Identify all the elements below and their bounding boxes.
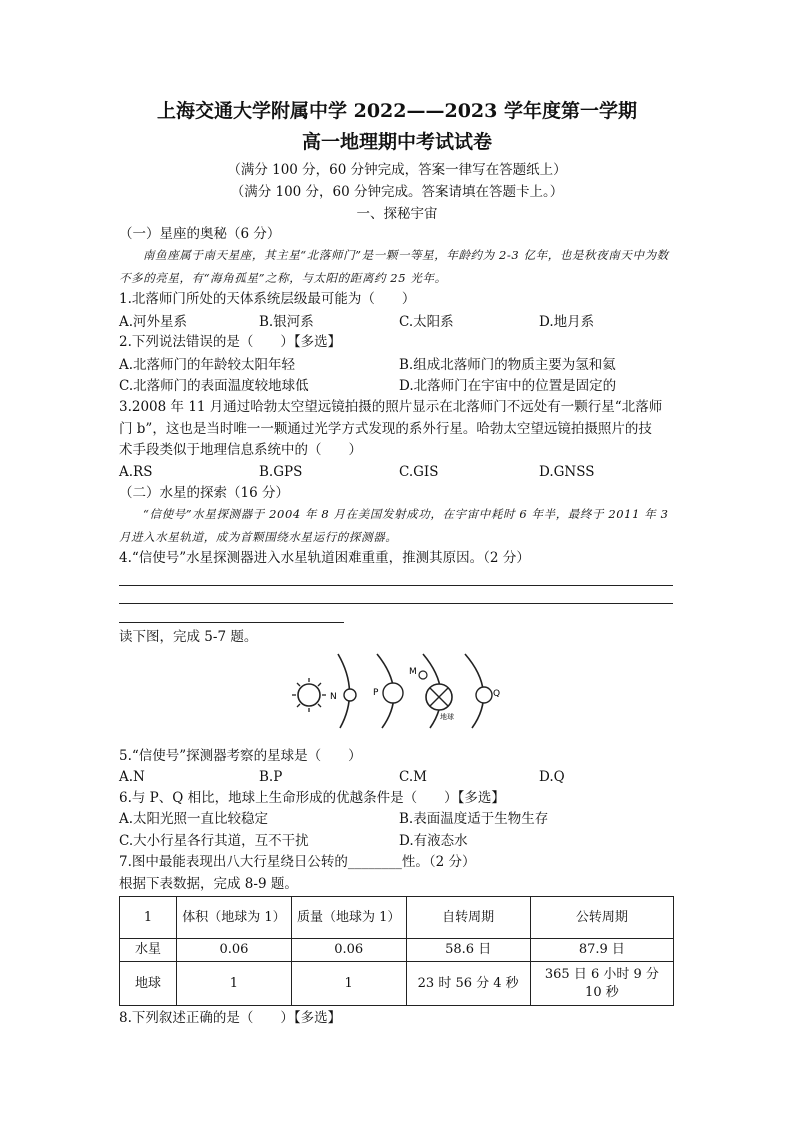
planet-n: [330, 689, 356, 702]
q1-option-b: B.银河系: [259, 314, 314, 330]
q2-option-a: A.北落师门的年龄较太阳年轻: [119, 357, 296, 373]
q1-option-a: A.河外星系: [119, 314, 188, 330]
table-header-cell: 体积（地球为 1）: [177, 897, 292, 939]
answer-line-2: [119, 603, 673, 604]
table-intro: 根据下表数据，完成 8-9 题。: [119, 876, 298, 892]
q2-stem: 2.下列说法错误的是（ ）【多选】: [119, 334, 342, 350]
q6-stem: 6.与 P、Q 相比，地球上生命形成的优越条件是（ ）【多选】: [119, 790, 505, 806]
table-cell: 1: [177, 962, 292, 1006]
part2-passage: “信使号”水星探测器于 2004 年 8 月在美国发射成功，在宇宙中耗时 6 年半，最终于 2011 年 3 月进入水星轨道，成为首颗围绕水星运行的探测器。: [119, 507, 669, 544]
q5-option-a: A.N: [119, 769, 145, 785]
table-cell: 1: [291, 962, 406, 1006]
q5-option-c: C.M: [399, 769, 427, 785]
q5-stem: 5.“信使号”探测器考察的星球是（ ）: [119, 748, 362, 764]
q6-option-c: C.大小行星各行其道，互不干扰: [119, 833, 309, 849]
table-row: [120, 962, 674, 1006]
q6-option-a: A.太阳光照一直比较稳定: [119, 811, 269, 827]
answer-line-1: [119, 585, 673, 586]
q2-option-d: D.北落师门在宇宙中的位置是固定的: [399, 378, 617, 394]
q3-option-c: C.GIS: [399, 464, 439, 480]
table-row: [120, 939, 674, 962]
svg-text:地球: 地球: [440, 713, 454, 721]
table-cell: 87.9 日: [530, 939, 673, 962]
table-cell: 23 时 56 分 4 秒: [406, 962, 530, 1006]
q2-option-c: C.北落师门的表面温度较地球低: [119, 378, 309, 394]
sun-icon: [292, 678, 326, 712]
answer-line-3: [119, 622, 344, 623]
table-cell: 365 日 6 小时 9 分 10 秒: [530, 962, 673, 1006]
svg-text:P: P: [373, 688, 379, 698]
q3-option-b: B.GPS: [259, 464, 303, 480]
table-cell: 水星: [120, 939, 177, 962]
table-header-cell: 公转周期: [530, 897, 673, 939]
q4-stem: 4.“信使号”水星探测器进入水星轨道困难重重，推测其原因。（2 分）: [119, 550, 530, 566]
q5-option-b: B.P: [259, 769, 283, 785]
q3-line-1: 3.2008 年 11 月通过哈勃太空望远镜拍摄的照片显示在北落师门不远处有一颗行星“北落师: [119, 399, 663, 415]
table-cell: 0.06: [177, 939, 292, 962]
table-header-cell: 自转周期: [406, 897, 530, 939]
table-header-cell: 质量（地球为 1）: [291, 897, 406, 939]
q3-option-d: D.GNSS: [539, 464, 595, 480]
q7-stem: 7.图中最能表现出八大行星绕日公转的________性。（2 分）: [119, 854, 476, 870]
q5-option-d: D.Q: [539, 769, 565, 785]
q1-option-c: C.太阳系: [399, 314, 454, 330]
q8-stem: 8.下列叙述正确的是（ ）【多选】: [119, 1010, 342, 1026]
table-cell: 0.06: [291, 939, 406, 962]
planet-q: [476, 687, 500, 703]
figure-intro: 读下图，完成 5-7 题。: [119, 629, 258, 645]
planet-p: [373, 683, 403, 703]
table-cell: 地球: [120, 962, 177, 1006]
q1-stem: 1.北落师门所处的天体系统层级最可能为（ ）: [119, 291, 416, 307]
table-header-row: [120, 897, 674, 939]
svg-text:N: N: [330, 692, 337, 702]
part1-passage: 南鱼座属于南天星座，其主星“北落师门”是一颗一等星，年龄约为 2-3 亿年，也是秋夜南天中为数不多的亮星，有“海角孤星”之称，与太阳的距离约 25 光年。: [119, 248, 669, 285]
exam-subtitle: 高一地理期中考试试卷: [301, 131, 492, 153]
q3-line-2: 门 b”，这也是当时唯一一颗通过光学方式发现的系外行星。哈勃太空望远镜拍摄照片的技: [119, 421, 652, 437]
exam-note-1: （满分 100 分，60 分钟完成，答案一律写在答题纸上）: [227, 162, 567, 178]
q3-option-a: A.RS: [119, 464, 153, 480]
part1-heading: （一）星座的奥秘（6 分）: [119, 226, 281, 242]
exam-title: 上海交通大学附属中学 2022——2023 学年度第一学期: [157, 100, 637, 122]
solar-system-figure: [280, 650, 520, 730]
part2-heading: （二）水星的探索（16 分）: [119, 485, 289, 501]
planet-data-table: [119, 896, 674, 1006]
section-heading: 一、探秘宇宙: [356, 206, 438, 222]
moon-m: [409, 667, 427, 679]
q6-option-d: D.有液态水: [399, 833, 468, 849]
table-header-cell: 1: [120, 897, 177, 939]
earth-icon: [426, 684, 454, 721]
q6-option-b: B.表面温度适于生物生存: [399, 811, 549, 827]
table-cell: 58.6 日: [406, 939, 530, 962]
q1-option-d: D.地月系: [539, 314, 595, 330]
q2-option-b: B.组成北落师门的物质主要为氢和氦: [399, 357, 616, 373]
svg-text:Q: Q: [493, 689, 501, 699]
exam-note-2: （满分 100 分，60 分钟完成。答案请填在答题卡上。）: [230, 184, 564, 200]
svg-text:M: M: [409, 667, 417, 677]
q3-line-3: 术手段类似于地理信息系统中的（ ）: [119, 442, 362, 458]
